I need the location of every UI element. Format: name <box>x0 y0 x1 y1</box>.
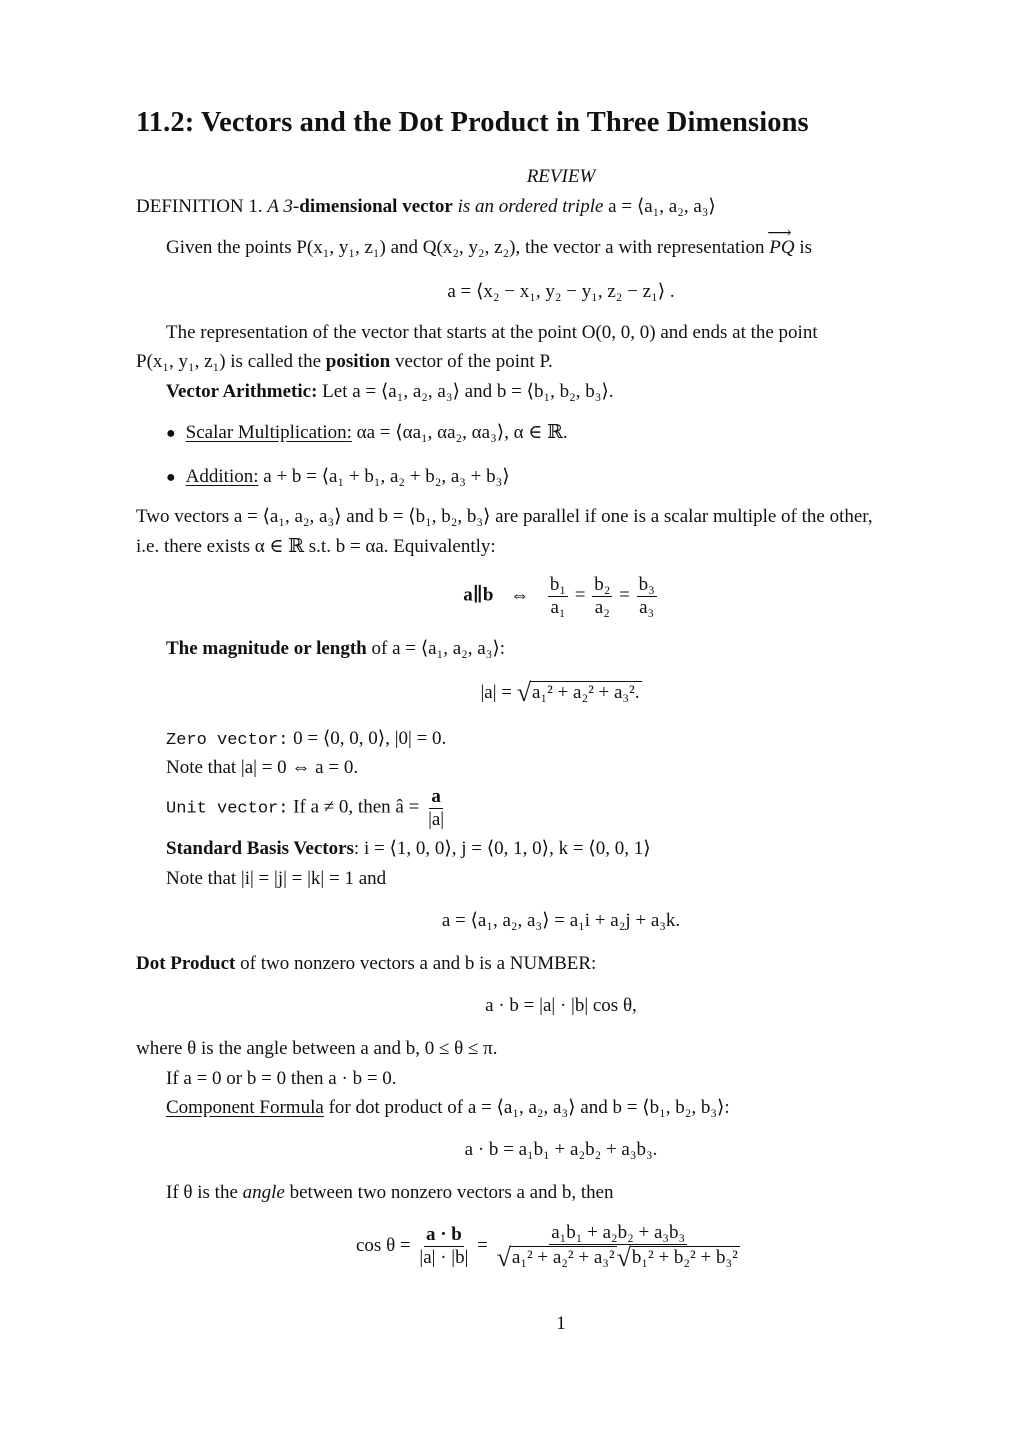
pq-arrow: ⟶ PQ <box>769 237 794 260</box>
parallel-line2: i.e. there exists α ∈ ℝ s.t. b = αa. Equivalently: <box>136 536 496 557</box>
basis-equation: a = ⟨a₁, a₂, a₃⟩ = a₁i + a₂j + a₃k. <box>441 910 681 931</box>
dot-product-heading: Dot Product of two nonzero vectors a and b is a NUMBER: <box>136 953 597 974</box>
note-basis: Note that |i| = |j| = |k| = 1 and <box>166 868 387 889</box>
review-heading: REVIEW <box>526 166 596 187</box>
component-formula: Component Formula for dot product of a = ⟨a₁, a₂, a₃⟩ and b = ⟨b₁, b₂, b₃⟩: <box>166 1097 730 1118</box>
parallel-equation: a∥b ⇔ $\frac{\text{b₁}}{\text{a₁}}$ = $\frac{\text{b₂}}{\text{a₂}}$ = $\frac{\text{b₃}}{\text{a₃}}$ <box>463 574 655 618</box>
unit-vector: Unit vector: If a ≠ 0, then â = $\frac{a}{|a|}$ <box>166 786 445 830</box>
bullet-icon: ● <box>166 469 176 486</box>
angle-statement: If θ is the angle between two nonzero vectors a and b, then <box>166 1182 614 1203</box>
zero-vector: Zero vector: 0 = ⟨0, 0, 0⟩, |0| = 0. <box>166 728 447 750</box>
page-number: 1 <box>556 1313 566 1334</box>
position-vector-line1: The representation of the vector that starts at the point O(0, 0, 0) and ends at the point <box>166 322 818 343</box>
cosine-equation: cos θ = $\frac{a \cdot b}{|a| \cdot |b|}$ = $\frac{\text{a₁b₁ + a₂b₂ + a₃b₃}}{\text{√a₁² + a₂² + a₃²√b₁² + b₂² + b₃²}}$ <box>356 1222 738 1272</box>
page-title: 11.2: Vectors and the Dot Product in Three Dimensions <box>136 107 809 138</box>
position-vector-line2: P(x₁, y₁, z₁) is called the position vector of the point P. <box>136 351 553 372</box>
given-points-text: Given the points P(x₁, y₁, z₁) and Q(x₂, y₂, z₂), the vector a with representation ⟶ PQ is <box>166 237 812 260</box>
component-equation: a · b = a₁b₁ + a₂b₂ + a₃b₃. <box>464 1139 658 1160</box>
standard-basis: Standard Basis Vectors: i = ⟨1, 0, 0⟩, j = ⟨0, 1, 0⟩, k = ⟨0, 0, 1⟩ <box>166 838 651 859</box>
bullet-scalar-multiplication: ● Scalar Multiplication: αa = ⟨αa₁, αa₂, αa₃⟩, α ∈ ℝ. <box>166 422 568 443</box>
parallel-line1: Two vectors a = ⟨a₁, a₂, a₃⟩ and b = ⟨b₁, b₂, b₃⟩ are parallel if one is a scalar multiple of the other, <box>136 506 873 527</box>
dot-product-equation: a · b = |a| · |b| cos θ, <box>485 995 637 1016</box>
magnitude-equation: |a| = √a₁² + a₂² + a₃². <box>480 678 640 707</box>
definition-1: DEFINITION 1. A 3-dimensional vector is an ordered triple a = ⟨a₁, a₂, a₃⟩ <box>136 196 716 217</box>
vector-arithmetic: Vector Arithmetic: Let a = ⟨a₁, a₂, a₃⟩ and b = ⟨b₁, b₂, b₃⟩. <box>166 381 614 402</box>
magnitude-heading: The magnitude or length of a = ⟨a₁, a₂, a₃⟩: <box>166 638 506 659</box>
if-zero: If a = 0 or b = 0 then a · b = 0. <box>166 1068 397 1089</box>
bullet-icon: ● <box>166 425 176 442</box>
note-zero: Note that |a| = 0 ⇔ a = 0. <box>166 757 359 778</box>
bullet-addition: ● Addition: a + b = ⟨a₁ + b₁, a₂ + b₂, a₃ + b₃⟩ <box>166 466 510 487</box>
vector-equation: a = ⟨x₂ − x₁, y₂ − y₁, z₂ − z₁⟩ . <box>447 281 675 302</box>
angle-range: where θ is the angle between a and b, 0 ≤ θ ≤ π. <box>136 1038 498 1059</box>
